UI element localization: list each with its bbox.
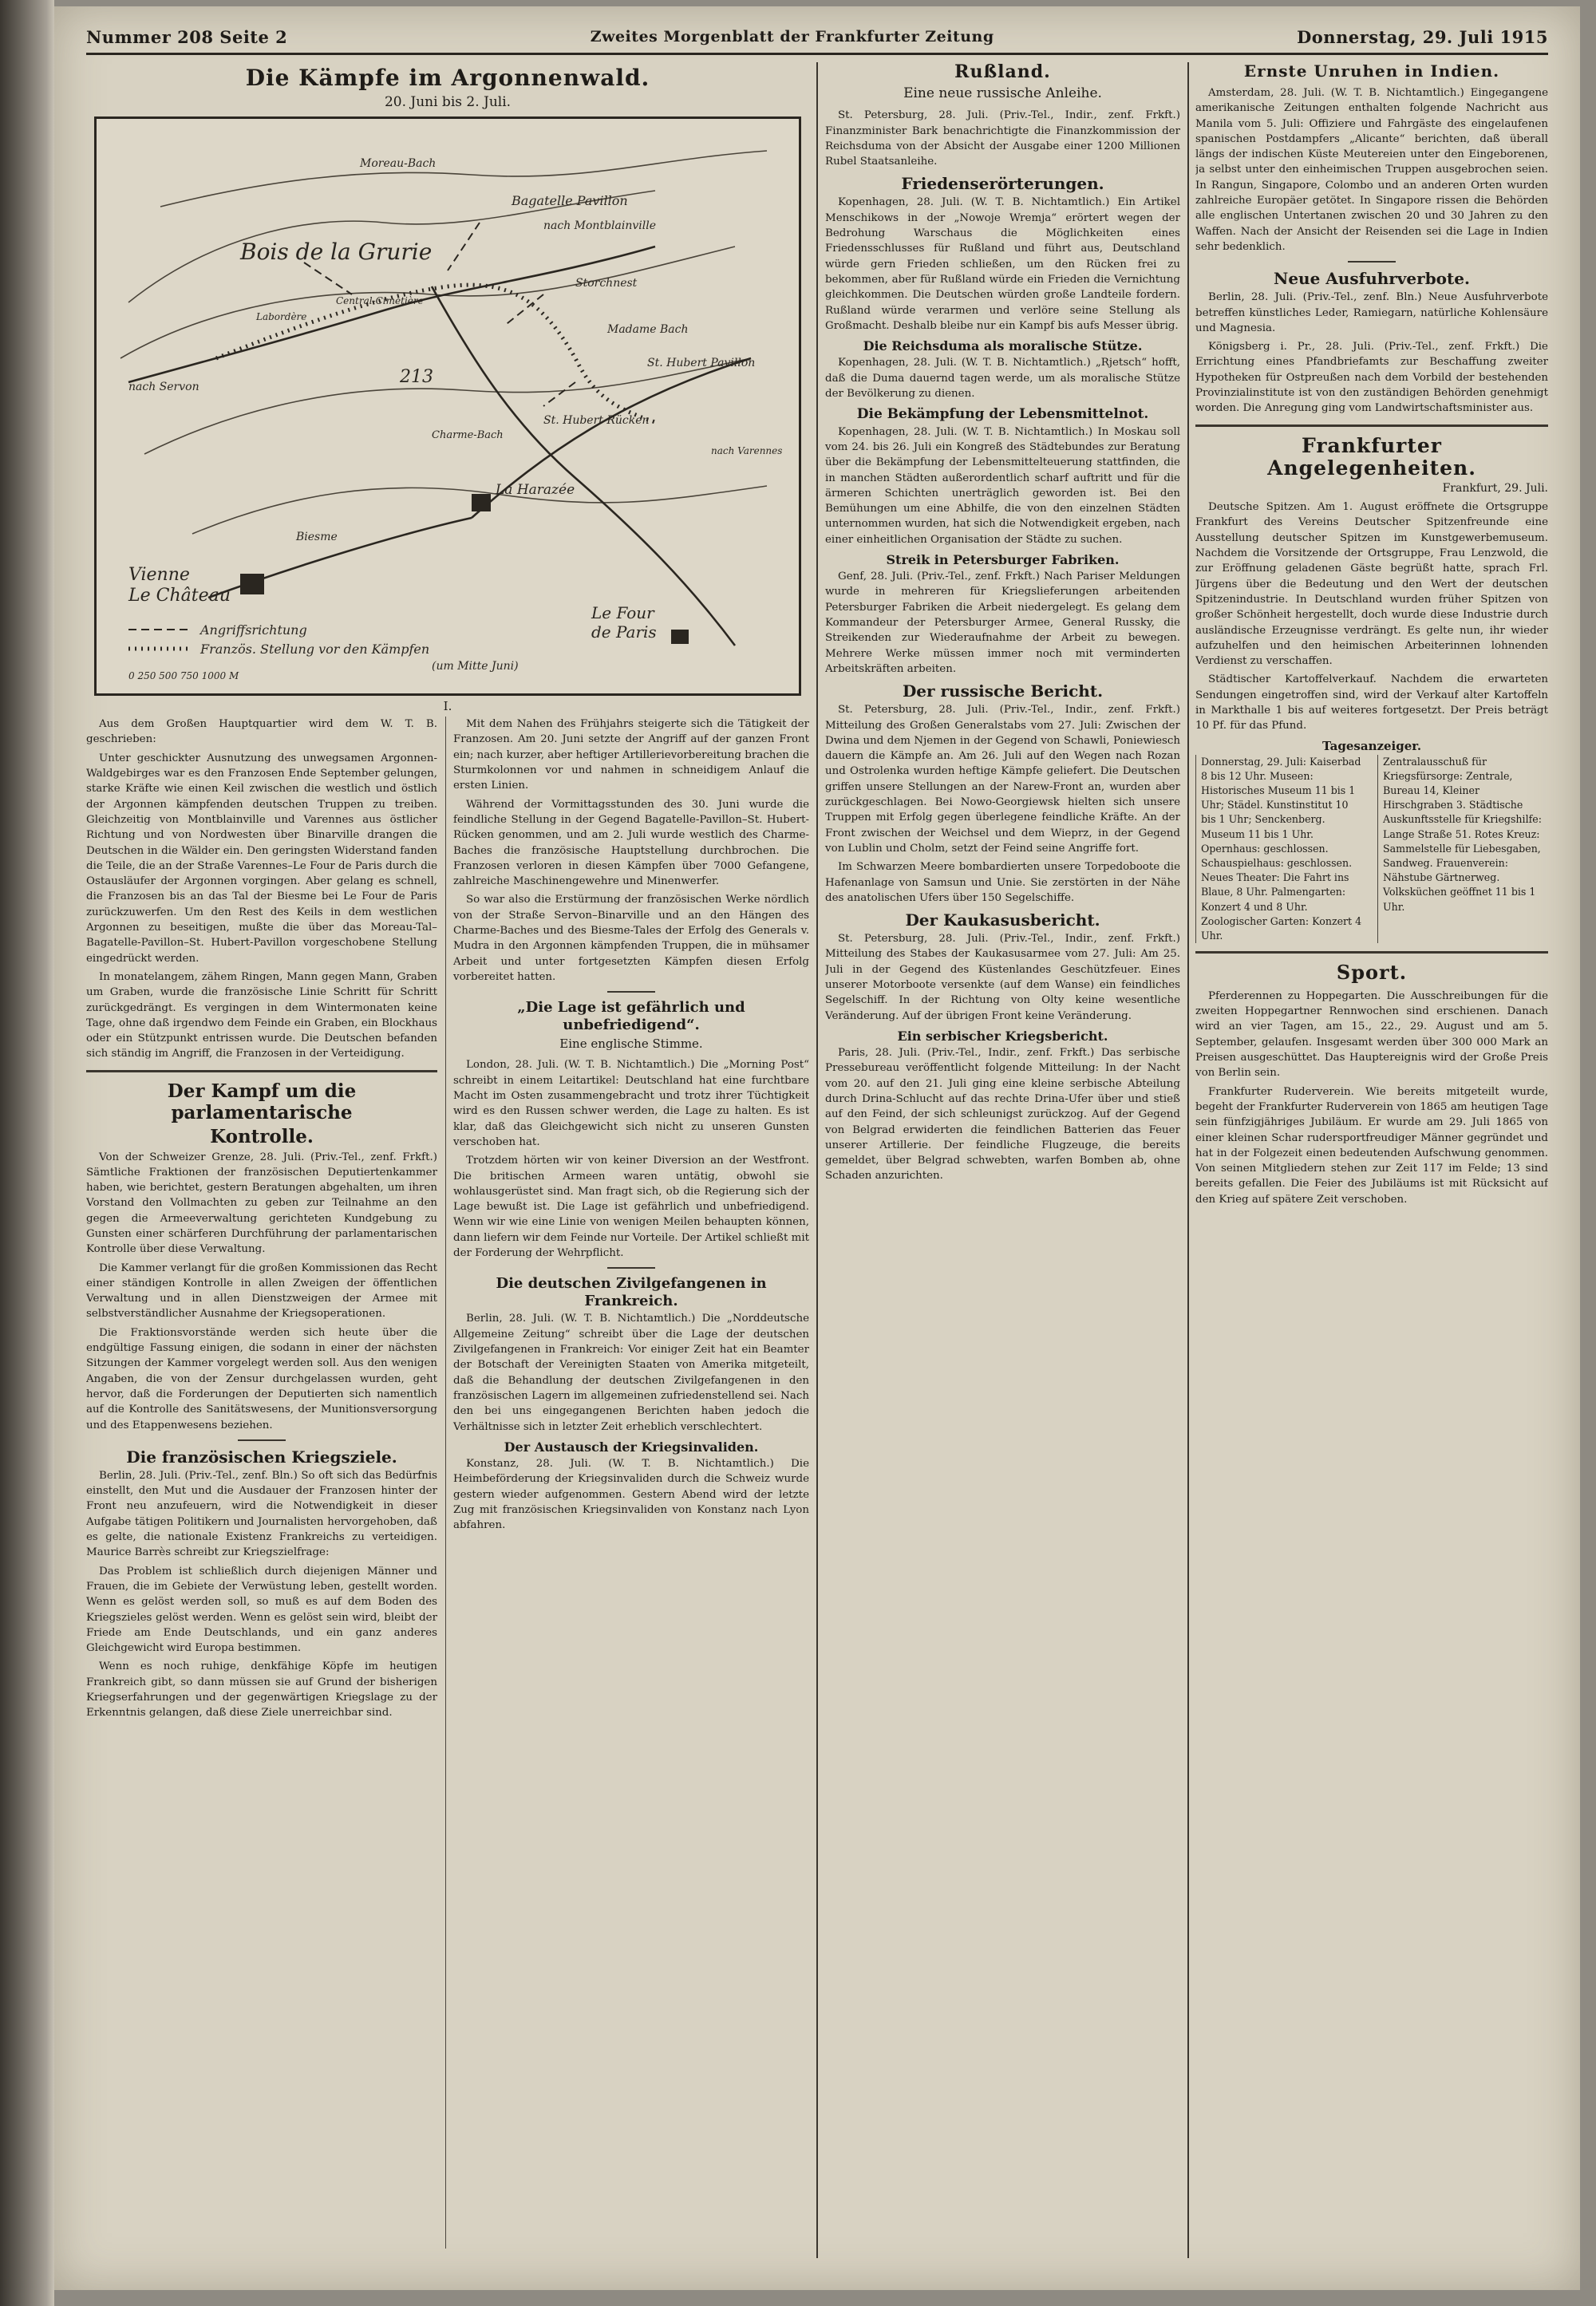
paragraph: Berlin, 28. Juli. (Priv.-Tel., zenf. Bln.) Neue Ausfuhrverbote betreffen künstliches Leder, Ramiegarn, natürliche Kohlensäure und Magnesia. [1195, 291, 1548, 334]
map-label: Charme-Bach [432, 429, 504, 442]
map-label: St. Hubert Rücken [543, 414, 650, 428]
paragraph: Kopenhagen, 28. Juli. (W. T. B. Nichtamtlich.) In Moskau soll vom 24. bis 26. Juli ein Kongreß des Städtebundes zur Beratung über die Bekämpfung der Lebensmittelteuerung stattfinden, die in manchen Städten außerordentlich scharf auftritt und für die ärmeren Schichten unerträglich geworden ist. Bei den Bemühungen um eine Abhilfe, die von den einzelnen Städten unternommen wurden, hat sich die Notwendigkeit ergeben, nach einer einheitlichen Organisation der Städte zu suchen. [825, 425, 1180, 546]
section-heading: Streik in Petersburger Fabriken. [886, 552, 1120, 567]
article-title: Sport. [1336, 961, 1408, 985]
article-body [825, 355, 1180, 401]
map-label: La Harazée [496, 482, 575, 499]
map-label: Madame Bach [607, 323, 689, 337]
separator [1348, 261, 1396, 263]
map-label: Labordère [256, 311, 307, 323]
article-body [453, 1311, 809, 1434]
map-label: Le Château [128, 586, 231, 606]
column-russland [825, 62, 1180, 2258]
newspaper-page [54, 6, 1580, 2290]
article-body [453, 1456, 809, 1533]
village-marker [240, 574, 264, 594]
contour-line [160, 151, 767, 207]
legend-attack: Angriffsrichtung [200, 622, 307, 638]
argonnen-map [97, 119, 794, 689]
map-label: Moreau-Bach [360, 157, 437, 171]
paragraph: Wenn es noch ruhige, denkfähige Köpfe im heutigen Frankreich gibt, so dann müssen sie auf Grund der bisherigen Kriegserfahrungen und der gegenwärtigen Kriegslage zu der Erkenntnis gelangen, daß diese Ziele unerreichbar sind. [86, 1660, 437, 1720]
article-title: Rußland. [954, 62, 1051, 82]
article-title: Die Kämpfe im Argonnenwald. [245, 65, 650, 91]
column-right [1195, 62, 1548, 2258]
legend-position: Französ. Stellung vor den Kämpfen [200, 642, 430, 657]
paragraph: Kopenhagen, 28. Juli. (W. T. B. Nichtamtlich.) Ein Artikel Menschikows in der „Nowoje Wremja“ erörtert wegen der Bedrohung Warschaus die Möglichkeiten eines Friedensschlusses für Rußland und führt aus, Deutschland würde gern Frieden schließen, um den Rücken frei zu bekommen, aber für Rußland würde ein Frieden die Vernichtung gleichkommen. Die Deutschen würden große Landteile fordern. Rußland würde verarmen und verlöre seine Stellung als Großmacht. Deshalb bleibe nur ein Kampf bis aufs Messer übrig. [825, 196, 1180, 332]
map-label: Le Four [591, 603, 654, 623]
map-label: Vienne [128, 565, 190, 586]
paragraph: Aus dem Großen Hauptquartier wird dem W. T. B. geschrieben: [86, 718, 437, 746]
article-subtitle: Eine neue russische Anleihe. [903, 85, 1102, 102]
paragraph: Frankfurter Ruderverein. Wie bereits mitgeteilt wurde, begeht der Frankfurter Ruderverein von 1865 am heutigen Tage sein fünfzigjähriges Jubiläum. Er wurde am 29. Juli 1865 von einer kleinen Schar rudersportfreudiger Männer gegründet und hat in der Folgezeit einen bedeutenden Aufschwung genommen. Von seinen Mitgliedern stehen zur Zeit 117 im Felde; 13 sind bereits gefallen. Die Feier des Jubiläums ist mit Rücksicht auf den Krieg auf spätere Zeit verschoben. [1195, 1085, 1548, 1206]
article-dates: 20. Juni bis 2. Juli. [384, 94, 512, 111]
subcolumn-right [453, 717, 809, 1536]
paragraph: Konstanz, 28. Juli. (W. T. B. Nichtamtlich.) Die Heimbeförderung der Kriegsinvaliden durch die Schweiz wurde gestern wieder aufgenommen. Gestern Abend wird der letzte Zug mit französischen Kriegsinvaliden von Konstanz nach Lyon abfahren. [453, 1458, 809, 1532]
paragraph: Die Kammer verlangt für die großen Kommissionen das Recht einer ständigen Kontrolle in allen Zweigen der öffentlichen Verwaltung und in allen Dienstzweigen der Armee mit selbstverständlicher Ausnahme der Kriegsoperationen. [86, 1262, 437, 1321]
map-label: Bois de la Grurie [240, 239, 433, 266]
paragraph: Paris, 28. Juli. (Priv.-Tel., Indir., zenf. Frkft.) Das serbische Pressebureau veröffentlicht folgende Mitteilung: In der Nacht vom 20. auf den 21. Juli ging eine kleine serbische Abteilung durch Drina-Schlucht auf das rechte Drina-Ufer über und stieß auf den Feind, der sich schleunigst zurückzog. Auf der Gegend von Belgrad erwiderten die feindlichen Batterien das Feuer unserer Artillerie. Der feindliche Flugzeuge, die bereits gemeldet, über Belgrad schwebten, warfen Bomben ab, ohne Schaden anzurichten. [825, 1047, 1180, 1183]
paragraph: Im Schwarzen Meere bombardierten unsere Torpedoboote die Hafenanlage von Samsun und Unie. Sie zerstörten in der Nähe des anatolischen Ufers über 150 Segelschiffe. [825, 861, 1180, 904]
paragraph: Deutsche Spitzen. Am 1. August eröffnete die Ortsgruppe Frankfurt des Vereins Deutscher Spitzenfreunde eine Ausstellung deutscher Spitzen im Kunstgewerbemuseum. Nachdem die Vorsitzende der Ortsgruppe, Frau Lenzwold, die zur Eröffnung geladenen Gäste begrüßt hatte, sprach Frl. Jürgens über die Bedeutung und den Wert der deutschen Spitzenindustrie. In Deutschland wurden früher Spitzen von großer Schönheit hergestellt, doch wurde diese Industrie durch ausländische Erzeugnisse verdrängt. Es gelte nun, ihr wieder aufzuhelfen und den heimischen Arbeiterinnen lohnenden Verdienst zu verschaffen. [1195, 501, 1548, 668]
subcolumn-rule [445, 717, 446, 2249]
paragraph: Unter geschickter Ausnutzung des unwegsamen Argonnen-Waldgebirges war es den Franzosen Ende September gelungen, starke Kräfte wie einen Keil zwischen die westlich und östlich der Argonnen kämpfenden deutschen Truppen zu treiben. Gleichzeitig von Montblainville und Varennes aus östlicher Richtung und von Nordwesten über Binarville drangen die Deutschen in die Wälder ein. Den geringsten Widerstand fanden die Teile, die an der Straße Varennes–Le Four de Paris durch die Ostausläufer der Argonnen vorgingen. Aber gelang es schnell, die Franzosen bis an das Tal der Biesme bei Le Four de Paris zurückzuwerfen. Um den Rest des Keils in dem westlichen Argonnen zu beseitigen, mußte die über das Moreau-Tal–Bagatelle-Pavillon–St. Hubert-Pavillon vorgeschobene Stellung eingedrückt werden. [86, 752, 437, 965]
masthead-date: Donnerstag, 29. Juli 1915 [1297, 26, 1548, 47]
map-label: Central-Cimetière [336, 295, 424, 307]
article-title: Neue Ausfuhrverbote. [1274, 269, 1470, 289]
article-title: Der Austausch der Kriegsinvaliden. [504, 1439, 759, 1455]
separator [238, 1439, 286, 1441]
paragraph: Von der Schweizer Grenze, 28. Juli. (Priv.-Tel., zenf. Frkft.) Sämtliche Fraktionen der französischen Deputiertenkammer haben, wie berichtet, gestern Beratungen abgehalten, um ihren Vorstand den Vollmachten zu geben zur Teilnahme an den gegen die Armeeverwaltung gerichteten Kundgebung zu Gunsten einer schärferen Durchführung der parlamentarischen Kontrolle über diese Verwaltung. [86, 1151, 437, 1256]
article-body [86, 717, 437, 1062]
article-separator [1195, 951, 1548, 954]
map-label: nach Servon [128, 381, 200, 394]
separator [607, 991, 655, 993]
article-title: Ernste Unruhen in Indien. [1243, 62, 1500, 81]
article-body [825, 424, 1180, 547]
article-title: Frankfurter Angelegenheiten. [1267, 433, 1476, 480]
separator [607, 1267, 655, 1269]
article-body [86, 1468, 437, 1721]
paragraph: St. Petersburg, 28. Juli. (Priv.-Tel., Indir., zenf. Frkft.) Mitteilung des Stabes der Kaukasusarmee vom 27. Juli: Am 25. Juli in der Gegend des Küstenlandes Geschützfeuer. Eines unserer Motorboote versenkte (auf dem Wanse) ein feindliches Segelschiff. In der Richtung von Olty keine wesentliche Veränderung. Auf der übrigen Front keine Veränderung. [825, 933, 1180, 1022]
subcolumn-left [86, 717, 437, 1724]
paragraph: Die Fraktionsvorstände werden sich heute über die endgültige Fassung einigen, die sodann in einer der nächsten Sitzungen der Kammer vorgelegt werden soll. Aus den wenigen Angaben, die von der Zensur durchgelassen wurden, geht hervor, daß die Forderungen der Deputierten sich namentlich auf die Kontrolle des Sanitätswesens, der Munitionsversorgung und des Etappenwesens beziehen. [86, 1326, 437, 1431]
map-scale: 0 250 500 750 1000 M [128, 670, 239, 682]
map-label: nach Varennes [711, 445, 783, 457]
article-body [1195, 500, 1548, 733]
paragraph: Kopenhagen, 28. Juli. (W. T. B. Nichtamtlich.) „Rjetsch“ hofft, daß die Duma dauernd tagen werde, um als moralische Stütze der Bevölkerung zu dienen. [825, 357, 1180, 400]
masthead [86, 21, 1548, 55]
article-title: Kontrolle. [210, 1125, 314, 1147]
paragraph: St. Petersburg, 28. Juli. (Priv.-Tel., Indir., zenf. Frkft.) Mitteilung des Großen Generalstabs vom 27. Juli: Zwischen der Dwina und dem Njemen in der Gegend von Schawli, Poniewiesch dauern die Kämpfe an. Am 26. Juli auf den Wegen nach Rozan und Ostrolenka wurden heftige Kämpfe geliefert. Die Deutschen griffen unsere Stellungen an der Narew-Front an, wurden aber zurückgeschlagen. Bei Nowo-Georgiewsk hielten sich unsere Truppen mit Erfolg gegen überlegene feindliche Kräfte. An der Front zwischen der Weichsel und dem Wieprz, in der Gegend von Lublin und Cholm, setzt der Feind seine Angriffe fort. [825, 704, 1180, 855]
map-label: Biesme [296, 531, 338, 544]
map-figure [94, 116, 801, 696]
section-number: I. [443, 699, 452, 714]
column-rule [816, 62, 818, 2258]
road-line [432, 286, 735, 646]
section-heading: Friedenserörterungen. [901, 174, 1104, 194]
article-subtitle: Eine englische Stimme. [559, 1037, 703, 1052]
attack-arrow [448, 223, 480, 270]
dateline: Frankfurt, 29. Juli. [1442, 482, 1548, 496]
book-binding [0, 0, 54, 2306]
article-separator [1195, 424, 1548, 427]
article-body [825, 931, 1180, 1024]
article-body [1195, 290, 1548, 416]
paragraph: Das Problem ist schließlich durch diejenigen Männer und Frauen, die im Gebiete der Verwüstung leben, gestellt worden. Wenn es gelöst werden soll, so muß es auf dem Boden des Kriegszieles gelöst werden. Wenn es gelöst sein wird, bleibt der Friede am Ende Deutschlands, und ein ganz anderes Gleichgewicht wird Europa bestimmen. [86, 1565, 437, 1655]
map-label: Storchnest [575, 277, 638, 290]
map-label: St. Hubert Pavillon [647, 357, 756, 370]
paragraph: So war also die Erstürmung der französischen Werke nördlich von der Straße Servon–Binarville und an den Hängen des Charme-Baches und des Biesme-Tales der Erfolg des Generals v. Mudra in den Argonnen kämpfenden Truppen, die in mühsamer Arbeit und unter fortgesetzten Kämpfen diesen Erfolg vorbereitet hatten. [453, 894, 809, 983]
village-marker [472, 494, 491, 511]
attack-arrow [304, 263, 352, 294]
paragraph: Genf, 28. Juli. (Priv.-Tel., zenf. Frkft.) Nach Pariser Meldungen wurde in mehreren für Kriegslieferungen arbeitenden Petersburger Fabriken die Arbeit niedergelegt. Es gelang dem Kommandeur der Petersburger Armee, General Russky, die Streikenden zur Wiederaufnahme der Arbeit zu bewegen. Mehrere Werke müssen immer noch mit verminderten Arbeitskräften arbeiten. [825, 571, 1180, 675]
paragraph: Trotzdem hörten wir von keiner Diversion an der Westfront. Die britischen Armeen waren untätig, obwohl sie wohlausgerüstet sind. Man fragt sich, ob die Regierung sich der Lage bewußt ist. Die Lage ist gefährlich und unbefriedigend. Wenn wir wie eine Linie von wenigen Meilen behaupten können, dann liefern wir dem Feinde nur Vorteile. Der Artikel schließt mit der Forderung der Wehrpflicht. [453, 1155, 809, 1259]
paragraph: Städtischer Kartoffelverkauf. Nachdem die erwarteten Sendungen eingetroffen sind, wird der Verkauf alter Kartoffeln in Markthalle 1 bis auf weiteres fortgesetzt. Der Preis beträgt 10 Pf. für das Pfund. [1195, 673, 1548, 732]
map-label: 213 [400, 367, 433, 388]
map-label: Bagatelle Pavillon [512, 193, 628, 209]
tagesanzeiger-left: Donnerstag, 29. Juli: Kaiserbad 8 bis 12 Uhr. Museen: Historisches Museum 11 bis 1 Uhr; Städel. Kunstinstitut 10 bis 1 Uhr; Senckenberg. Museum 11 bis 1 Uhr. Opernhaus: geschlossen. Schauspielhaus: geschlossen. Neues Theater: Die Fahrt ins Blaue, 8 Uhr. Palmengarten: Konzert 4 und 8 Uhr. Zoologischer Garten: Konzert 4 Uhr. [1195, 755, 1366, 944]
section-heading: Der russische Bericht. [902, 681, 1104, 701]
paragraph: Berlin, 28. Juli. (Priv.-Tel., zenf. Bln.) So oft sich das Bedürfnis einstellt, den Mut und die Ausdauer der Franzosen hinter der Front neu anzufeuern, wird die Notwendigkeit in dieser Aufgabe tätigen Politikern und Journalisten hervorgehoben, daß es gelte, die nationale Existenz Frankreichs zu verteidigen. Maurice Barrès schreibt zur Kriegszielfrage: [86, 1469, 437, 1559]
section-heading: Ein serbischer Kriegsbericht. [897, 1028, 1108, 1044]
article-separator [86, 1070, 437, 1072]
paragraph: London, 28. Juli. (W. T. B. Nichtamtlich.) Die „Morning Post“ schreibt in einem Leitartikel: Deutschland hat eine furchtbare Macht im Osten zusammengebracht und trotz ihrer Tüchtigkeit wird es den Russen schwer werden, die Lage zu halten. Es ist klar, daß das Gleichgewicht sich nicht zu unseren Gunsten verschoben hat. [453, 1059, 809, 1148]
article-body [1195, 989, 1548, 1207]
village-marker [671, 630, 689, 644]
article-body [825, 108, 1180, 169]
road-line [128, 247, 655, 382]
article-body [825, 1045, 1180, 1184]
french-position-line [216, 285, 655, 422]
map-label: nach Montblainville [543, 219, 656, 233]
masthead-issue: Nummer 208 Seite 2 [86, 26, 288, 47]
legend-position-date: (um Mitte Juni) [432, 660, 519, 673]
article-title: Der Kampf um die parlamentarische [167, 1080, 357, 1124]
paragraph: Berlin, 28. Juli. (W. T. B. Nichtamtlich.) Die „Norddeutsche Allgemeine Zeitung“ schreibt über die Lage der deutschen Zivilgefangenen in Frankreich: Vor einiger Zeit hat ein Beamter der Botschaft der Vereinigten Staaten von Amerika mitgeteilt, daß die Behandlung der deutschen Zivilgefangenen in den französischen Lagern im allgemeinen zufriedenstellend sei. Nach den bei uns eingegangenen Berichten haben jedoch die Verhältnisse sich in letzter Zeit erheblich verschlechtert. [453, 1313, 809, 1433]
article-body [825, 702, 1180, 906]
column-argonnen [86, 62, 809, 2258]
paragraph: Amsterdam, 28. Juli. (W. T. B. Nichtamtlich.) Eingegangene amerikanische Zeitungen enthalten folgende Nachricht aus Manila vom 5. Juli: Offiziere und Fahrgäste des eingelaufenen spanischen Postdampfers „Alicante“ berichten, daß überall längs der indischen Küste Meutereien unter den Eingeborenen, ja selbst unter den einheimischen Truppen ausgebrochen seien. In Rangun, Singapore, Colombo und an anderen Orten wurden zahlreiche Europäer getötet. In Singapore rissen die Behörden alle englischen Untertanen zwischen 20 und 30 Jahren zu den Waffen. Nach der Ansicht der Reisenden sei die Lage in Indien sehr bedenklich. [1195, 87, 1548, 253]
column-rule [1187, 62, 1189, 2258]
article-body [825, 569, 1180, 677]
tagesanzeiger-table [1195, 755, 1548, 944]
section-heading: Der Kaukasusbericht. [905, 910, 1100, 930]
paragraph: In monatelangem, zähem Ringen, Mann gegen Mann, Graben um Graben, wurde die französische Linie Schritt für Schritt zurückgedrängt. Es vergingen in dem Wintermonaten keine Tage, ohne daß irgendwo dem Feinde ein Graben, ein Blockhaus oder ein Stützpunkt entrissen wurde. Die Deutschen befanden sich ständig im Angriff, die Franzosen in der Verteidigung. [86, 970, 437, 1060]
attack-arrow [543, 382, 575, 406]
article-body [825, 195, 1180, 334]
article-body [453, 1057, 809, 1261]
section-heading: Tagesanzeiger. [1321, 738, 1422, 753]
article-title: „Die Lage ist gefährlich und unbefriedigend“. [517, 999, 745, 1033]
article-body [1195, 85, 1548, 255]
paragraph: Mit dem Nahen des Frühjahrs steigerte sich die Tätigkeit der Franzosen. Am 20. Juni setzte der Angriff auf der ganzen Front ein; nach kurzer, aber heftiger Artillerievorbereitung brachen die Sturmkolonnen vor und nahmen in schneidigem Anlauf die ersten Linien. [453, 718, 809, 792]
paragraph: Während der Vormittagsstunden des 30. Juni wurde die feindliche Stellung in der Gegend Bagatelle-Pavillon–St. Hubert-Rücken genommen, und am 2. Juli wurde westlich des Charme-Baches die französische Hauptstellung durchbrochen. Die Franzosen verloren in diesen Kämpfen über 7000 Gefangene, zahlreiche Maschinengewehre und Minenwerfer. [453, 798, 809, 888]
article-body [86, 1150, 437, 1433]
article-title: Die deutschen Zivilgefangenen in Frankreich. [496, 1275, 767, 1309]
masthead-title: Zweites Morgenblatt der Frankfurter Zeitung [590, 28, 994, 45]
article-body [453, 717, 809, 985]
paragraph: Pferderennen zu Hoppegarten. Die Ausschreibungen für die zweiten Hoppegartner Rennwochen sind erschienen. Danach wird an vier Tagen, am 15., 22., 29. August und am 5. September, gelaufen. Insgesamt werden über 300 000 Mark an Preisen ausgeschüttet. Das Hauptereignis wird der Große Preis von Berlin sein. [1195, 989, 1548, 1080]
section-heading: Die Bekämpfung der Lebensmittelnot. [856, 406, 1149, 423]
map-label: de Paris [591, 622, 657, 642]
paragraph: St. Petersburg, 28. Juli. (Priv.-Tel., Indir., zenf. Frkft.) Finanzminister Bark benachrichtigte die Finanzkommission der Reichsduma von der Absicht der Ausgabe einer 1200 Millionen Rubel Staatsanleihe. [825, 109, 1180, 168]
article-title: Die französischen Kriegsziele. [126, 1447, 397, 1467]
section-heading: Die Reichsduma als moralische Stütze. [863, 338, 1143, 354]
paragraph: Königsberg i. Pr., 28. Juli. (Priv.-Tel., zenf. Frkft.) Die Errichtung eines Pfandbriefamts zur Beschaffung zweiter Hypotheken für Ostpreußen nach dem Vorbild der bestehenden Provinzialinstitute ist von den zuständigen Behörden genehmigt worden. Die Anregung ging vom Landwirtschaftsminister aus. [1195, 341, 1548, 415]
tagesanzeiger-right: Zentralausschuß für Kriegsfürsorge: Zentrale, Bureau 14, Kleiner Hirschgraben 3. Städtische Auskunftsstelle für Kriegshilfe: Lange Straße 51. Rotes Kreuz: Sammelstelle für Liebesgaben, Sandweg. Frauenverein: Nähstube Gärtnerweg. Volksküchen geöffnet 11 bis 1 Uhr. [1377, 755, 1548, 944]
